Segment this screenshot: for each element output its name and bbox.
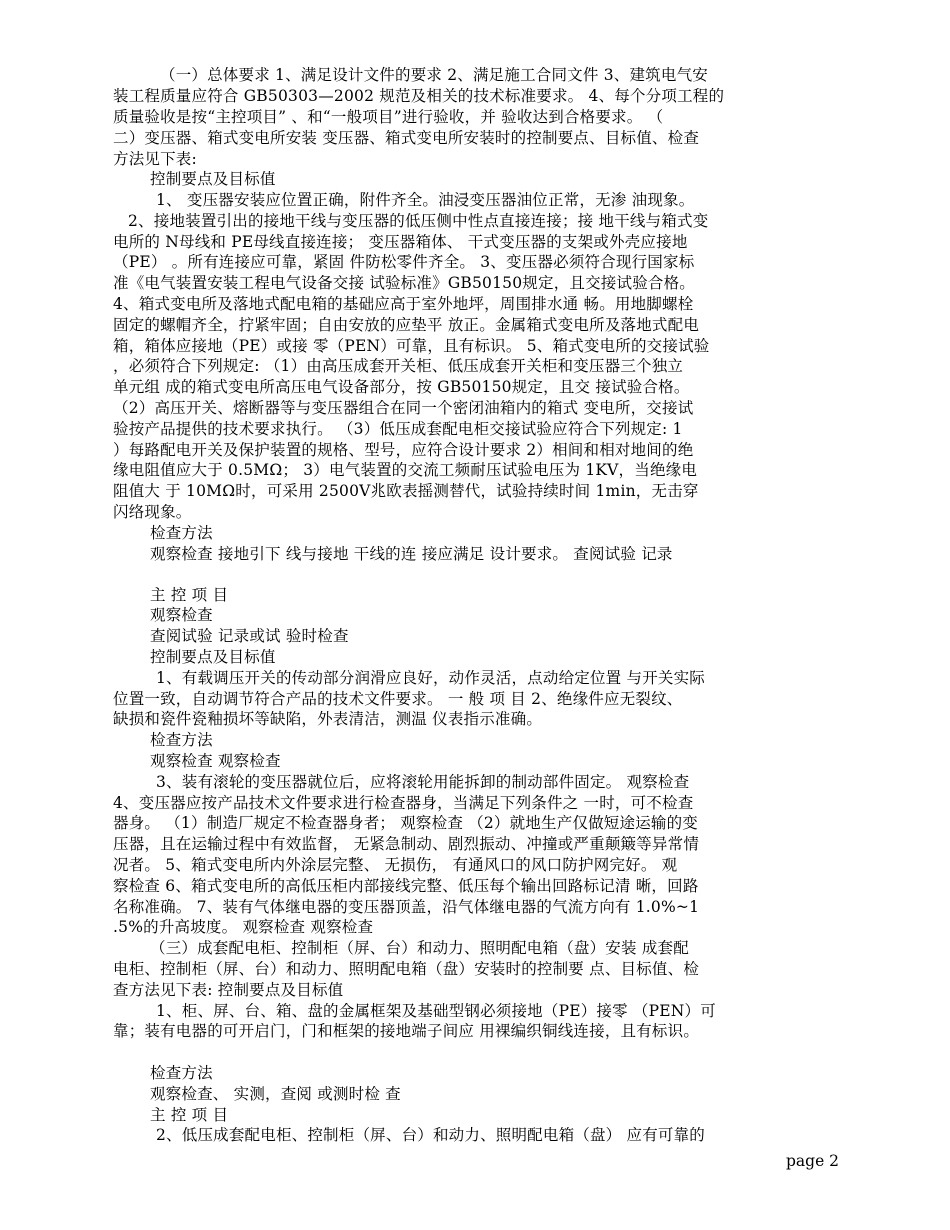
text-line: 检查方法 [150, 731, 213, 749]
text-line: 准《电气装置安装工程电气设备交接 试验标准》GB50150规定，且交接试验合格。 [113, 274, 696, 292]
text-line: 查方法见下表: 控制要点及目标值 [113, 981, 344, 999]
text-line: 查阅试验 记录或试 验时检查 [150, 627, 349, 645]
text-line: ，必须符合下列规定: （1）由高压成套开关柜、低压成套开关柜和变压器三个独立 [113, 357, 684, 375]
text-line: 主 控 项 目 [150, 586, 229, 604]
text-line: 闪络现象。 [113, 503, 192, 521]
text-line: 缺损和瓷件瓷釉损坏等缺陷，外表清洁，测温 仪表指示准确。 [113, 710, 543, 728]
text-line: 压器，且在运输过程中有效监督， 无紧急制动、剧烈振动、冲撞或严重颠簸等异常情 [113, 835, 700, 853]
text-line: （2）高压开关、熔断器等与变压器组合在同一个密闭油箱内的箱式 变电所，交接试 [113, 399, 694, 417]
text-line: 控制要点及目标值 [150, 648, 276, 666]
text-line: 方法见下表: [113, 150, 197, 168]
text-line: 器身。 （1）制造厂规定不检查器身者； 观察检查 （2）就地生产仅做短途运输的变 [113, 814, 699, 832]
text-line: 4、变压器应按产品技术文件要求进行检查器身，当满足下列条件之 一时，可不检查 [113, 794, 694, 812]
text-line: 名称准确。 7、装有气体继电器的变压器顶盖，沿气体继电器的气流方向有 1.0%~1 [113, 898, 700, 916]
text-line: 检查方法 [150, 524, 213, 542]
text-line: ）每路配电开关及保护装置的规格、型号，应符合设计要求 2）相间和相对地间的绝 [113, 441, 694, 459]
text-line: 缘电阻值应大于 0.5MΩ； 3）电气装置的交流工频耐压试验电压为 1KV，当绝缘电 [113, 461, 698, 479]
text-line: .5%的升高坡度。 观察检查 观察检查 [113, 918, 374, 936]
text-line: 电所的 N母线和 PE母线直接连接； 变压器箱体、 干式变压器的支架或外壳应接地 [113, 233, 688, 251]
text-line: 3、装有滚轮的变压器就位后，应将滚轮用能拆卸的制动部件固定。 观察检查 [156, 773, 690, 791]
text-line: 电柜、控制柜（屏、台）和动力、照明配电箱（盘）安装时的控制要 点、目标值、检 [113, 960, 700, 978]
text-line: 靠；装有电器的可开启门，门和框架的接地端子间应 用裸编织铜线连接，且有标识。 [113, 1022, 700, 1040]
text-line: 箱，箱体应接地（PE）或接 零（PEN）可靠，且有标识。 5、箱式变电所的交接试验 [113, 337, 710, 355]
text-line: （一）总体要求 1、满足设计文件的要求 2、满足施工合同文件 3、建筑电气安 [160, 66, 708, 84]
text-line: （三）成套配电柜、控制柜（屏、台）和动力、照明配电箱（盘）安装 成套配 [150, 939, 689, 957]
text-line: 2、低压成套配电柜、控制柜（屏、台）和动力、照明配电箱（盘） 应有可靠的 [156, 1126, 705, 1144]
text-line: 阻值大 于 10MΩ时，可采用 2500V兆欧表摇测替代，试验持续时间 1min，无击穿 [113, 482, 699, 500]
text-line: （PE） 。所有连接应可靠，紧固 件防松零件齐全。 3、变压器必须符合现行国家标 [113, 253, 695, 271]
text-line: 单元组 成的箱式变电所高压电气设备部分，按 GB50150规定，且交 接试验合格。 [113, 378, 690, 396]
text-line: 4、箱式变电所及落地式配电箱的基础应高于室外地坪，周围排水通 畅。用地脚螺栓 [113, 295, 694, 313]
text-line: 固定的螺帽齐全，拧紧牢固；自由安放的应垫平 放正。金属箱式变电所及落地式配电 [113, 316, 700, 334]
text-line: 观察检查 观察检查 [150, 752, 281, 770]
text-line: 二）变压器、箱式变电所安装 变压器、箱式变电所安装时的控制要点、目标值、检查 [113, 129, 700, 147]
text-line: 况者。 5、箱式变电所内外涂层完整、 无损伤， 有通风口的风口防护网完好。 观 [113, 856, 678, 874]
text-line: 主 控 项 目 [150, 1106, 229, 1124]
text-line: 控制要点及目标值 [150, 170, 276, 188]
text-line: 位置一致，自动调节符合产品的技术文件要求。 一 般 项 目 2、绝缘件应无裂纹、 [113, 690, 683, 708]
text-line: 检查方法 [150, 1064, 213, 1082]
text-line: 1、 变压器安装应位置正确，附件齐全。油浸变压器油位正常，无渗 油现象。 [156, 191, 695, 209]
text-line: 观察检查 [150, 606, 213, 624]
text-line: 验按产品提供的技术要求执行。 （3）低压成套配电柜交接试验应符合下列规定: 1 [113, 420, 683, 438]
text-line: 装工程质量应符合 GB50303—2002 规范及相关的技术标准要求。 4、每个分项工程的 [113, 87, 725, 105]
text-line: 2、接地装置引出的接地干线与变压器的低压侧中性点直接连接；接 地干线与箱式变 [128, 212, 709, 230]
text-line: 观察检查 接地引下 线与接地 干线的连 接应满足 设计要求。 查阅试验 记录 [150, 545, 673, 563]
text-line: 察检查 6、箱式变电所的高低压柜内部接线完整、低压每个输出回路标记清 晰，回路 [113, 877, 699, 895]
page-number: page 2 [786, 1152, 840, 1170]
text-line: 1、有载调压开关的传动部分润滑应良好，动作灵活，点动给定位置 与开关实际 [156, 669, 705, 687]
text-line: 质量验收是按“主控项目” 、和“一般项目”进行验收，并 验收达到合格要求。 （ [113, 108, 664, 126]
text-line: 1、柜、屏、台、箱、盘的金属框架及基础型钢必须接地（PE）接零 （PEN）可 [156, 1002, 716, 1020]
text-line: 观察检查、 实测，查阅 或测时检 查 [150, 1085, 401, 1103]
